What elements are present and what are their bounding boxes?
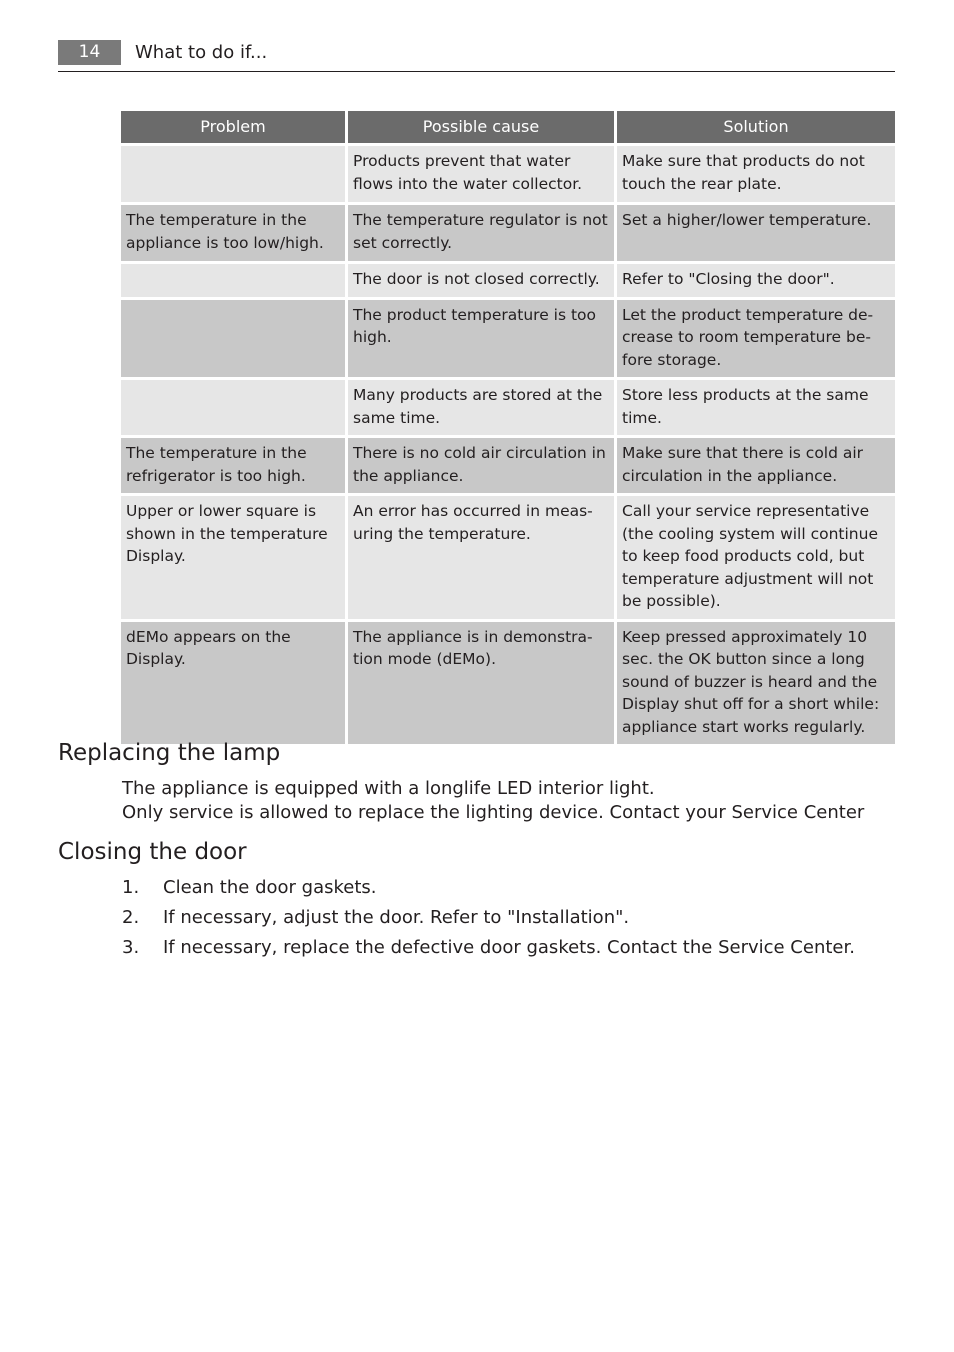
door-steps-list: [122, 875, 855, 965]
list-item: [122, 905, 855, 935]
step-number: 2.: [122, 907, 140, 928]
solution-cell: Make sure that there is cold air circulation in the appliance.: [617, 438, 895, 493]
problem-cell: [121, 300, 345, 378]
table-row: [121, 622, 895, 745]
problem-cell: dEMo appears on the Display.: [121, 622, 345, 745]
step-text: If necessary, adjust the door. Refer to "Installation".: [163, 907, 630, 928]
table-header-row: [121, 111, 895, 143]
solution-cell: Set a higher/lower temperature.: [617, 205, 895, 261]
cause-cell: Products prevent that water flows into the water collector.: [348, 146, 614, 202]
cause-cell: The door is not closed correctly.: [348, 264, 614, 297]
problem-cell: The temperature in the refrigerator is too high.: [121, 438, 345, 493]
step-text: Clean the door gaskets.: [163, 877, 377, 898]
table-row: [121, 438, 895, 493]
section-title: What to do if...: [135, 42, 268, 63]
problem-cell: [121, 146, 345, 202]
list-item: [122, 875, 855, 905]
solution-cell: Call your service representative (the cooling system will continue to keep food products cold, but temperature adjustment will not be possible).: [617, 496, 895, 619]
table-row: [121, 380, 895, 435]
cause-cell: Many products are stored at the same time.: [348, 380, 614, 435]
solution-cell: Refer to "Closing the door".: [617, 264, 895, 297]
table-row: [121, 264, 895, 297]
cause-cell: The product temperature is too high.: [348, 300, 614, 378]
solution-cell: Let the product temperature de-crease to room temperature be-fore storage.: [617, 300, 895, 378]
cause-cell: An error has occurred in meas-uring the temperature.: [348, 496, 614, 619]
lamp-paragraph-1: The appliance is equipped with a longlife LED interior light.: [122, 778, 655, 799]
problem-cell: [121, 380, 345, 435]
solution-cell: Store less products at the same time.: [617, 380, 895, 435]
closing-door-heading: Closing the door: [58, 839, 247, 865]
problem-cell: The temperature in the appliance is too low/high.: [121, 205, 345, 261]
troubleshooting-table: [118, 108, 898, 747]
list-item: [122, 935, 855, 965]
step-number: 3.: [122, 937, 140, 958]
cause-cell: The temperature regulator is not set correctly.: [348, 205, 614, 261]
step-text: If necessary, replace the defective door gaskets. Contact the Service Center.: [163, 937, 855, 958]
header-possible-cause: Possible cause: [348, 111, 614, 143]
header-solution: Solution: [617, 111, 895, 143]
header-problem: Problem: [121, 111, 345, 143]
cause-cell: There is no cold air circulation in the appliance.: [348, 438, 614, 493]
problem-cell: [121, 264, 345, 297]
page-number: 14: [58, 40, 121, 65]
lamp-paragraph-2: Only service is allowed to replace the lighting device. Contact your Service Center: [122, 802, 865, 823]
page-header: [58, 40, 895, 72]
solution-cell: Keep pressed approximately 10 sec. the OK button since a long sound of buzzer is heard and the Display shut off for a short while: appliance start works regularly.: [617, 622, 895, 745]
problem-cell: Upper or lower square is shown in the temperature Display.: [121, 496, 345, 619]
table-row: [121, 146, 895, 202]
replacing-lamp-heading: Replacing the lamp: [58, 740, 281, 766]
cause-cell: The appliance is in demonstra-tion mode (dEMo).: [348, 622, 614, 745]
table-row: [121, 205, 895, 261]
table-row: [121, 300, 895, 378]
step-number: 1.: [122, 877, 140, 898]
solution-cell: Make sure that products do not touch the rear plate.: [617, 146, 895, 202]
table-row: [121, 496, 895, 619]
